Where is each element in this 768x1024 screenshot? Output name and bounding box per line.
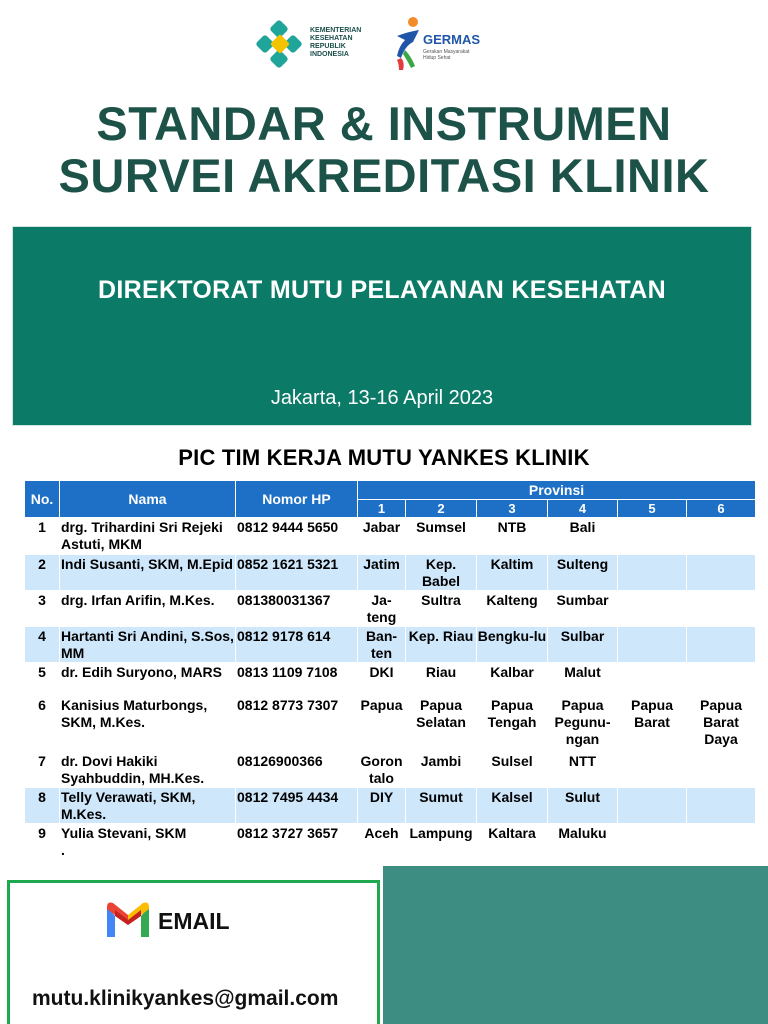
header-prov-3: 3 [477, 500, 548, 518]
row-prov-3: Kalbar [477, 663, 548, 696]
table-row [25, 518, 756, 555]
row-nama: Yulia Stevani, SKM [61, 825, 187, 841]
row-no: 4 [25, 627, 60, 663]
table-row [25, 555, 756, 591]
header-prov-6: 6 [687, 500, 756, 518]
row-prov-2: Kep. Babel [406, 555, 477, 591]
row-no: 1 [25, 518, 60, 555]
row-prov-2: Kep. Riau [406, 627, 477, 663]
germas-figure-icon [393, 16, 423, 72]
header-prov-2: 2 [406, 500, 477, 518]
row-prov-2: Sumut [406, 788, 477, 824]
row-prov-3: Kalsel [477, 788, 548, 824]
banner-heading: DIREKTORAT MUTU PELAYANAN KESEHATAN [98, 276, 666, 304]
row-nama: Indi Susanti, SKM, M.Epid [60, 555, 236, 591]
row-prov-6 [687, 518, 756, 555]
row-prov-4: Papua Pegunu-ngan [548, 696, 618, 752]
row-nama: dr. Dovi Hakiki Syahbuddin, MH.Kes. [60, 752, 236, 788]
row-prov-6 [687, 824, 756, 860]
row-prov-2: Papua Selatan [406, 696, 477, 752]
teal-panel [383, 866, 768, 1024]
table-header-row [25, 481, 756, 500]
row-prov-1: Ja-teng [358, 591, 406, 627]
row-prov-2: Sumsel [406, 518, 477, 555]
row-prov-5 [618, 555, 687, 591]
row-prov-4: Sulteng [548, 555, 618, 591]
row-prov-5 [618, 824, 687, 860]
row-nama: Telly Verawati, SKM, M.Kes. [60, 788, 236, 824]
header-prov-5: 5 [618, 500, 687, 518]
row-nama: Kanisius Maturbongs, SKM, M.Kes. [60, 696, 236, 752]
row-prov-5 [618, 518, 687, 555]
row-prov-2: Riau [406, 663, 477, 696]
row-hp: 08126900366 [236, 752, 358, 788]
row-prov-3: NTB [477, 518, 548, 555]
row-prov-6 [687, 555, 756, 591]
row-prov-5 [618, 663, 687, 696]
row-prov-6: Papua Barat Daya [687, 696, 756, 752]
row-no: 2 [25, 555, 60, 591]
email-contact-box [7, 880, 380, 1024]
row-no: 6 [25, 696, 60, 752]
row-hp: 0812 9178 614 [236, 627, 358, 663]
row-prov-1: Jabar [358, 518, 406, 555]
row-hp: 0813 1109 7108 [236, 663, 358, 696]
row-prov-1: Ban-ten [358, 627, 406, 663]
row-prov-1: DIY [358, 788, 406, 824]
table-row [25, 663, 756, 696]
row-nama: Hartanti Sri Andini, S.Sos, MM [61, 628, 234, 661]
row-prov-5: Papua Barat [618, 696, 687, 752]
row-hp: 0852 1621 5321 [236, 555, 358, 591]
row-prov-6 [687, 752, 756, 788]
row-prov-5 [618, 627, 687, 663]
row-prov-3: Kaltara [477, 824, 548, 860]
page-title [0, 98, 768, 202]
gmail-icon [104, 899, 152, 941]
table-row [25, 752, 756, 788]
row-nama-cell [60, 824, 236, 860]
row-prov-6 [687, 591, 756, 627]
banner-date: Jakarta, 13-16 April 2023 [270, 387, 494, 409]
row-prov-5 [618, 788, 687, 824]
row-prov-1: DKI [358, 663, 406, 696]
title-line-1: STANDAR & INSTRUMEN [96, 97, 672, 150]
table-row [25, 627, 756, 663]
germas-logo [393, 16, 483, 72]
kemenkes-logo [256, 20, 376, 72]
row-nama: drg. Trihardini Sri Rejeki Astuti, MKM [60, 518, 236, 555]
row-prov-2: Sultra [406, 591, 477, 627]
header-provinsi: Provinsi [358, 481, 756, 500]
header-nama: Nama [60, 481, 236, 518]
row-hp: 0812 7495 4434 [236, 788, 358, 824]
email-label: EMAIL [158, 908, 230, 934]
row-prov-5 [618, 591, 687, 627]
row-prov-4: Maluku [548, 824, 618, 860]
germas-wordmark: GERMAS [423, 32, 481, 47]
row-prov-2: Jambi [406, 752, 477, 788]
header-prov-1: 1 [358, 500, 406, 518]
row-no: 5 [25, 663, 60, 696]
row-prov-4: Sulbar [548, 627, 618, 663]
row-prov-4: NTT [548, 752, 618, 788]
row-prov-3: Kaltim [477, 555, 548, 591]
row-hp: 0812 8773 7307 [236, 696, 358, 752]
row-prov-1: Aceh [358, 824, 406, 860]
row-prov-1: Goron talo [358, 752, 406, 788]
header-no: No. [25, 481, 60, 518]
row-no: 3 [25, 591, 60, 627]
row-prov-4: Sulut [548, 788, 618, 824]
row-prov-1: Jatim [358, 555, 406, 591]
directorate-banner [12, 226, 752, 426]
row-prov-3: Bengku-lu [477, 627, 548, 663]
header-hp: Nomor HP [236, 481, 358, 518]
row-no: 9 [25, 824, 60, 860]
row-prov-6 [687, 663, 756, 696]
row-no: 8 [25, 788, 60, 824]
table-row [25, 696, 756, 752]
pic-table-title: PIC TIM KERJA MUTU YANKES KLINIK [178, 445, 590, 470]
row-hp: 081380031367 [236, 591, 358, 627]
row-prov-3: Sulsel [477, 752, 548, 788]
row-hp: 0812 3727 3657 [236, 824, 358, 860]
table-row [25, 824, 756, 860]
row-prov-6 [687, 788, 756, 824]
row-hp: 0812 9444 5650 [236, 518, 358, 555]
kemenkes-text: KEMENTERIAN KESEHATAN REPUBLIK INDONESIA [310, 27, 362, 58]
row-prov-3: Kalteng [477, 591, 548, 627]
row-nama: drg. Irfan Arifin, M.Kes. [60, 591, 236, 627]
row-extra: . [61, 842, 65, 858]
row-prov-4: Bali [548, 518, 618, 555]
germas-subtitle: Gerakan Masyarakat Hidup Sehat [423, 49, 470, 61]
email-address[interactable]: mutu.klinikyankes@gmail.com [32, 987, 339, 1010]
pic-table [24, 480, 756, 860]
title-line-2: SURVEI AKREDITASI KLINIK [58, 149, 710, 202]
row-nama: dr. Edih Suryono, MARS [60, 663, 236, 696]
row-prov-2: Lampung [406, 824, 477, 860]
logo-bar [0, 14, 768, 74]
row-prov-5 [618, 752, 687, 788]
row-prov-3: Papua Tengah [477, 696, 548, 752]
kemenkes-emblem-icon [256, 20, 308, 72]
row-prov-1: Papua [358, 696, 406, 752]
table-row [25, 591, 756, 627]
row-no: 7 [25, 752, 60, 788]
table-row [25, 788, 756, 824]
row-prov-6 [687, 627, 756, 663]
row-prov-4: Sumbar [548, 591, 618, 627]
row-prov-4: Malut [548, 663, 618, 696]
header-prov-4: 4 [548, 500, 618, 518]
